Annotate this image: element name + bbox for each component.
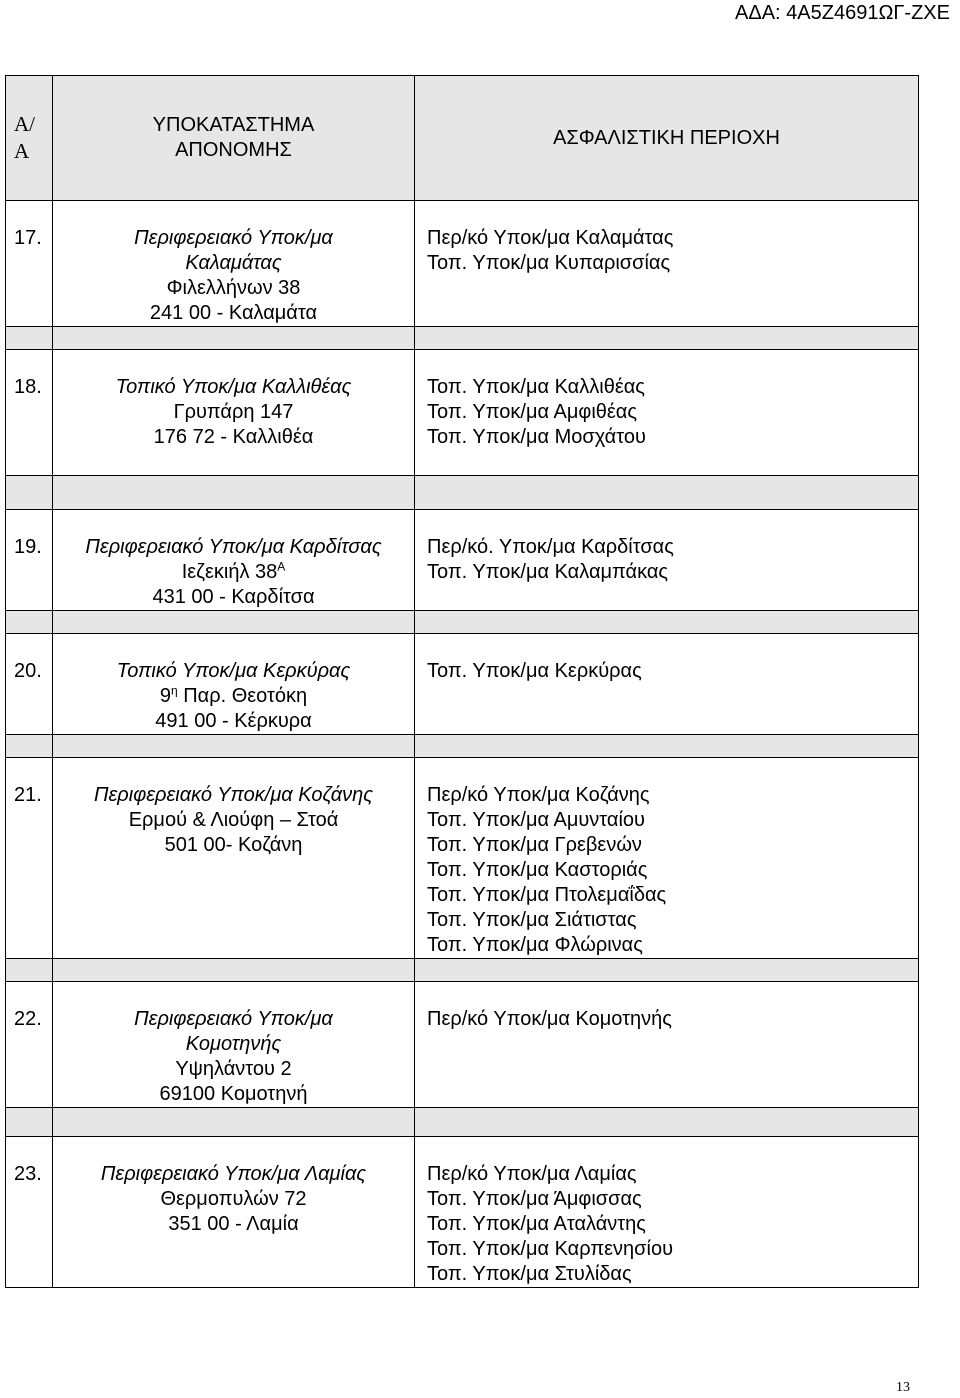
separator-cell <box>415 959 919 982</box>
separator-cell <box>6 327 53 350</box>
branch-address: 351 00 - Λαμία <box>168 1213 299 1235</box>
area-item: Τοπ. Υποκ/μα Άμφισσας <box>427 1188 642 1210</box>
header-number: Α/ Α <box>6 76 53 201</box>
branch-address: $9^\eta$ Παρ. Θεοτόκη <box>159 683 308 707</box>
branch-cell <box>53 510 415 611</box>
branch-title: Τοπικό Υποκ/μα Κερκύρας <box>116 660 351 682</box>
area-cell <box>415 634 919 735</box>
row-number: 21. <box>6 758 53 959</box>
branch-address: Ερμού & Λιούφη – Στοά <box>128 809 339 831</box>
separator-row <box>6 327 919 350</box>
page-number: 13 <box>896 1380 910 1395</box>
branch-cell <box>53 758 415 959</box>
branch-cell <box>53 350 415 476</box>
area-item: Περ/κό. Υποκ/μα Καρδίτσας <box>427 536 674 558</box>
branch-title: Περιφερειακό Υποκ/μα Κομοτηνής <box>134 1008 333 1055</box>
area-item: Περ/κό Υποκ/μα Κομοτηνής <box>427 1008 672 1030</box>
table-row <box>6 510 919 611</box>
separator-cell <box>6 959 53 982</box>
area-cell <box>415 201 919 327</box>
branch-address: Υψηλάντου 2 <box>175 1058 292 1080</box>
separator-row <box>6 735 919 758</box>
separator-cell <box>415 476 919 510</box>
area-item: Τοπ. Υποκ/μα Καλαμπάκας <box>427 561 669 583</box>
area-item: Τοπ. Υποκ/μα Κυπαρισσίας <box>427 252 671 274</box>
table-row <box>6 350 919 476</box>
separator-cell <box>53 476 415 510</box>
separator-row <box>6 476 919 510</box>
table-row <box>6 201 919 327</box>
branch-address: 501 00- Κοζάνη <box>164 834 303 856</box>
branch-address: 241 00 - Καλαμάτα <box>149 302 318 324</box>
branch-address: 431 00 - Καρδίτσα <box>152 586 315 608</box>
branch-cell <box>53 1137 415 1288</box>
table-row <box>6 758 919 959</box>
branch-cell <box>53 201 415 327</box>
branch-table <box>5 75 919 1288</box>
table-header-row <box>6 76 919 201</box>
separator-cell <box>415 611 919 634</box>
area-item: Τοπ. Υποκ/μα Πτολεμαΐδας <box>427 884 667 906</box>
separator-row <box>6 1108 919 1137</box>
area-cell <box>415 758 919 959</box>
area-item: Περ/κό Υποκ/μα Λαμίας <box>427 1163 637 1185</box>
header-area: ΑΣΦΑΛΙΣΤΙΚΗ ΠΕΡΙΟΧΗ <box>415 76 919 201</box>
separator-cell <box>6 1108 53 1137</box>
separator-cell <box>6 735 53 758</box>
area-item: Τοπ. Υποκ/μα Αμυνταίου <box>427 809 645 831</box>
area-cell <box>415 350 919 476</box>
separator-cell <box>415 735 919 758</box>
separator-cell <box>415 327 919 350</box>
area-item: Τοπ. Υποκ/μα Καστοριάς <box>427 859 648 881</box>
separator-cell <box>6 611 53 634</box>
branch-address: Φιλελλήνων 38 <box>166 277 301 299</box>
separator-row <box>6 611 919 634</box>
separator-cell <box>53 1108 415 1137</box>
separator-cell <box>53 735 415 758</box>
row-number: 19. <box>6 510 53 611</box>
area-cell <box>415 1137 919 1288</box>
branch-address: Γρυπάρη 147 <box>173 401 294 423</box>
row-number: 18. <box>6 350 53 476</box>
branch-title: Περιφερειακό Υποκ/μα Λαμίας <box>100 1163 367 1185</box>
separator-cell <box>6 476 53 510</box>
row-number: 22. <box>6 982 53 1108</box>
separator-cell <box>53 327 415 350</box>
table-row <box>6 1137 919 1288</box>
document-code: ΑΔΑ: 4Α5Ζ4691ΩΓ-ΖΧΕ <box>735 2 950 24</box>
branch-address: Ιεζεκιήλ $38^A$ <box>181 559 286 583</box>
branch-cell <box>53 982 415 1108</box>
area-item: Τοπ. Υποκ/μα Μοσχάτου <box>427 426 646 448</box>
branch-address: Θερμοπυλών 72 <box>160 1188 307 1210</box>
branch-address: 176 72 - Καλλιθέα <box>153 426 314 448</box>
area-item: Τοπ. Υποκ/μα Κερκύρας <box>427 660 642 682</box>
area-item: Τοπ. Υποκ/μα Στυλίδας <box>427 1263 632 1285</box>
area-item: Τοπ. Υποκ/μα Γρεβενών <box>427 834 642 856</box>
row-number: 23. <box>6 1137 53 1288</box>
branch-title: Περιφερειακό Υποκ/μα Καλαμάτας <box>134 227 333 274</box>
branch-title: Περιφερειακό Υποκ/μα Κοζάνης <box>94 784 373 806</box>
separator-cell <box>415 1108 919 1137</box>
branch-title: Περιφερειακό Υποκ/μα Καρδίτσας <box>85 536 382 558</box>
area-item: Τοπ. Υποκ/μα Αταλάντης <box>427 1213 646 1235</box>
area-item: Περ/κό Υποκ/μα Κοζάνης <box>427 784 650 806</box>
area-item: Τοπ. Υποκ/μα Καλλιθέας <box>427 376 645 398</box>
area-item: Περ/κό Υποκ/μα Καλαμάτας <box>427 227 674 249</box>
table-row <box>6 634 919 735</box>
row-number: 17. <box>6 201 53 327</box>
table-row <box>6 982 919 1108</box>
separator-row <box>6 959 919 982</box>
branch-address: 491 00 - Κέρκυρα <box>155 710 312 732</box>
branch-address: 69100 Κομοτηνή <box>159 1083 308 1105</box>
separator-cell <box>53 959 415 982</box>
branch-cell <box>53 634 415 735</box>
branch-title: Τοπικό Υποκ/μα Καλλιθέας <box>115 376 352 398</box>
area-cell <box>415 982 919 1108</box>
separator-cell <box>53 611 415 634</box>
area-item: Τοπ. Υποκ/μα Αμφιθέας <box>427 401 637 423</box>
header-branch: ΥΠΟΚΑΤΑΣΤΗΜΑ ΑΠΟΝΟΜΗΣ <box>53 76 415 201</box>
area-item: Τοπ. Υποκ/μα Καρπενησίου <box>427 1238 674 1260</box>
area-item: Τοπ. Υποκ/μα Φλώρινας <box>427 934 643 956</box>
area-item: Τοπ. Υποκ/μα Σιάτιστας <box>427 909 637 931</box>
row-number: 20. <box>6 634 53 735</box>
area-cell <box>415 510 919 611</box>
